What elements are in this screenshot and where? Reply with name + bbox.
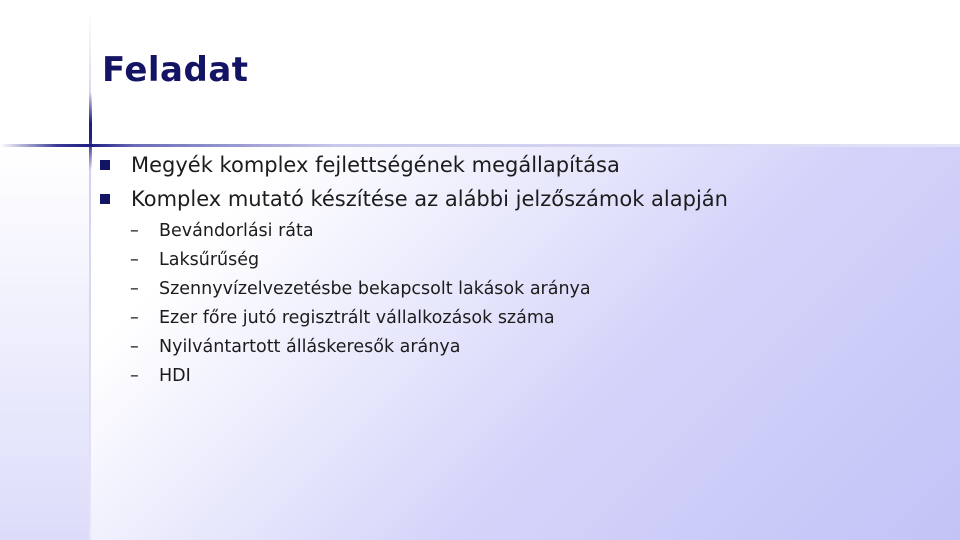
dash-marker: –	[130, 336, 139, 357]
left-margin-band	[0, 146, 90, 540]
sub-bullet-list	[130, 216, 591, 390]
sub-bullet-item	[130, 303, 591, 332]
slide-title: Feladat	[102, 50, 249, 90]
sub-bullet-text: HDI	[159, 365, 191, 386]
dash-marker: –	[130, 278, 139, 299]
square-bullet-icon	[100, 194, 110, 204]
dash-marker: –	[130, 307, 139, 328]
bullet-item	[100, 182, 728, 216]
top-left-blank	[0, 0, 90, 146]
sub-bullet-item	[130, 332, 591, 361]
bullet-text: Komplex mutató készítése az alábbi jelzőszámok alapján	[131, 187, 728, 211]
dash-marker: –	[130, 249, 139, 270]
sub-bullet-text: Bevándorlási ráta	[159, 220, 314, 241]
sub-bullet-text: Ezer főre jutó regisztrált vállalkozások száma	[159, 307, 555, 328]
sub-bullet-item	[130, 216, 591, 245]
sub-bullet-text: Nyilvántartott álláskeresők aránya	[159, 336, 461, 357]
sub-bullet-item	[130, 361, 591, 390]
sub-bullet-text: Laksűrűség	[159, 249, 260, 270]
bullet-list	[100, 148, 728, 216]
sub-bullet-item	[130, 274, 591, 303]
cross-accent	[89, 92, 92, 170]
vertical-rule	[89, 10, 91, 540]
horizontal-rule	[0, 144, 960, 147]
dash-marker: –	[130, 365, 139, 386]
sub-bullet-text: Szennyvízelvezetésbe bekapcsolt lakások aránya	[159, 278, 591, 299]
sub-bullet-item	[130, 245, 591, 274]
bullet-text: Megyék komplex fejlettségének megállapítása	[131, 153, 620, 177]
bullet-item	[100, 148, 728, 182]
dash-marker: –	[130, 220, 139, 241]
square-bullet-icon	[100, 160, 110, 170]
